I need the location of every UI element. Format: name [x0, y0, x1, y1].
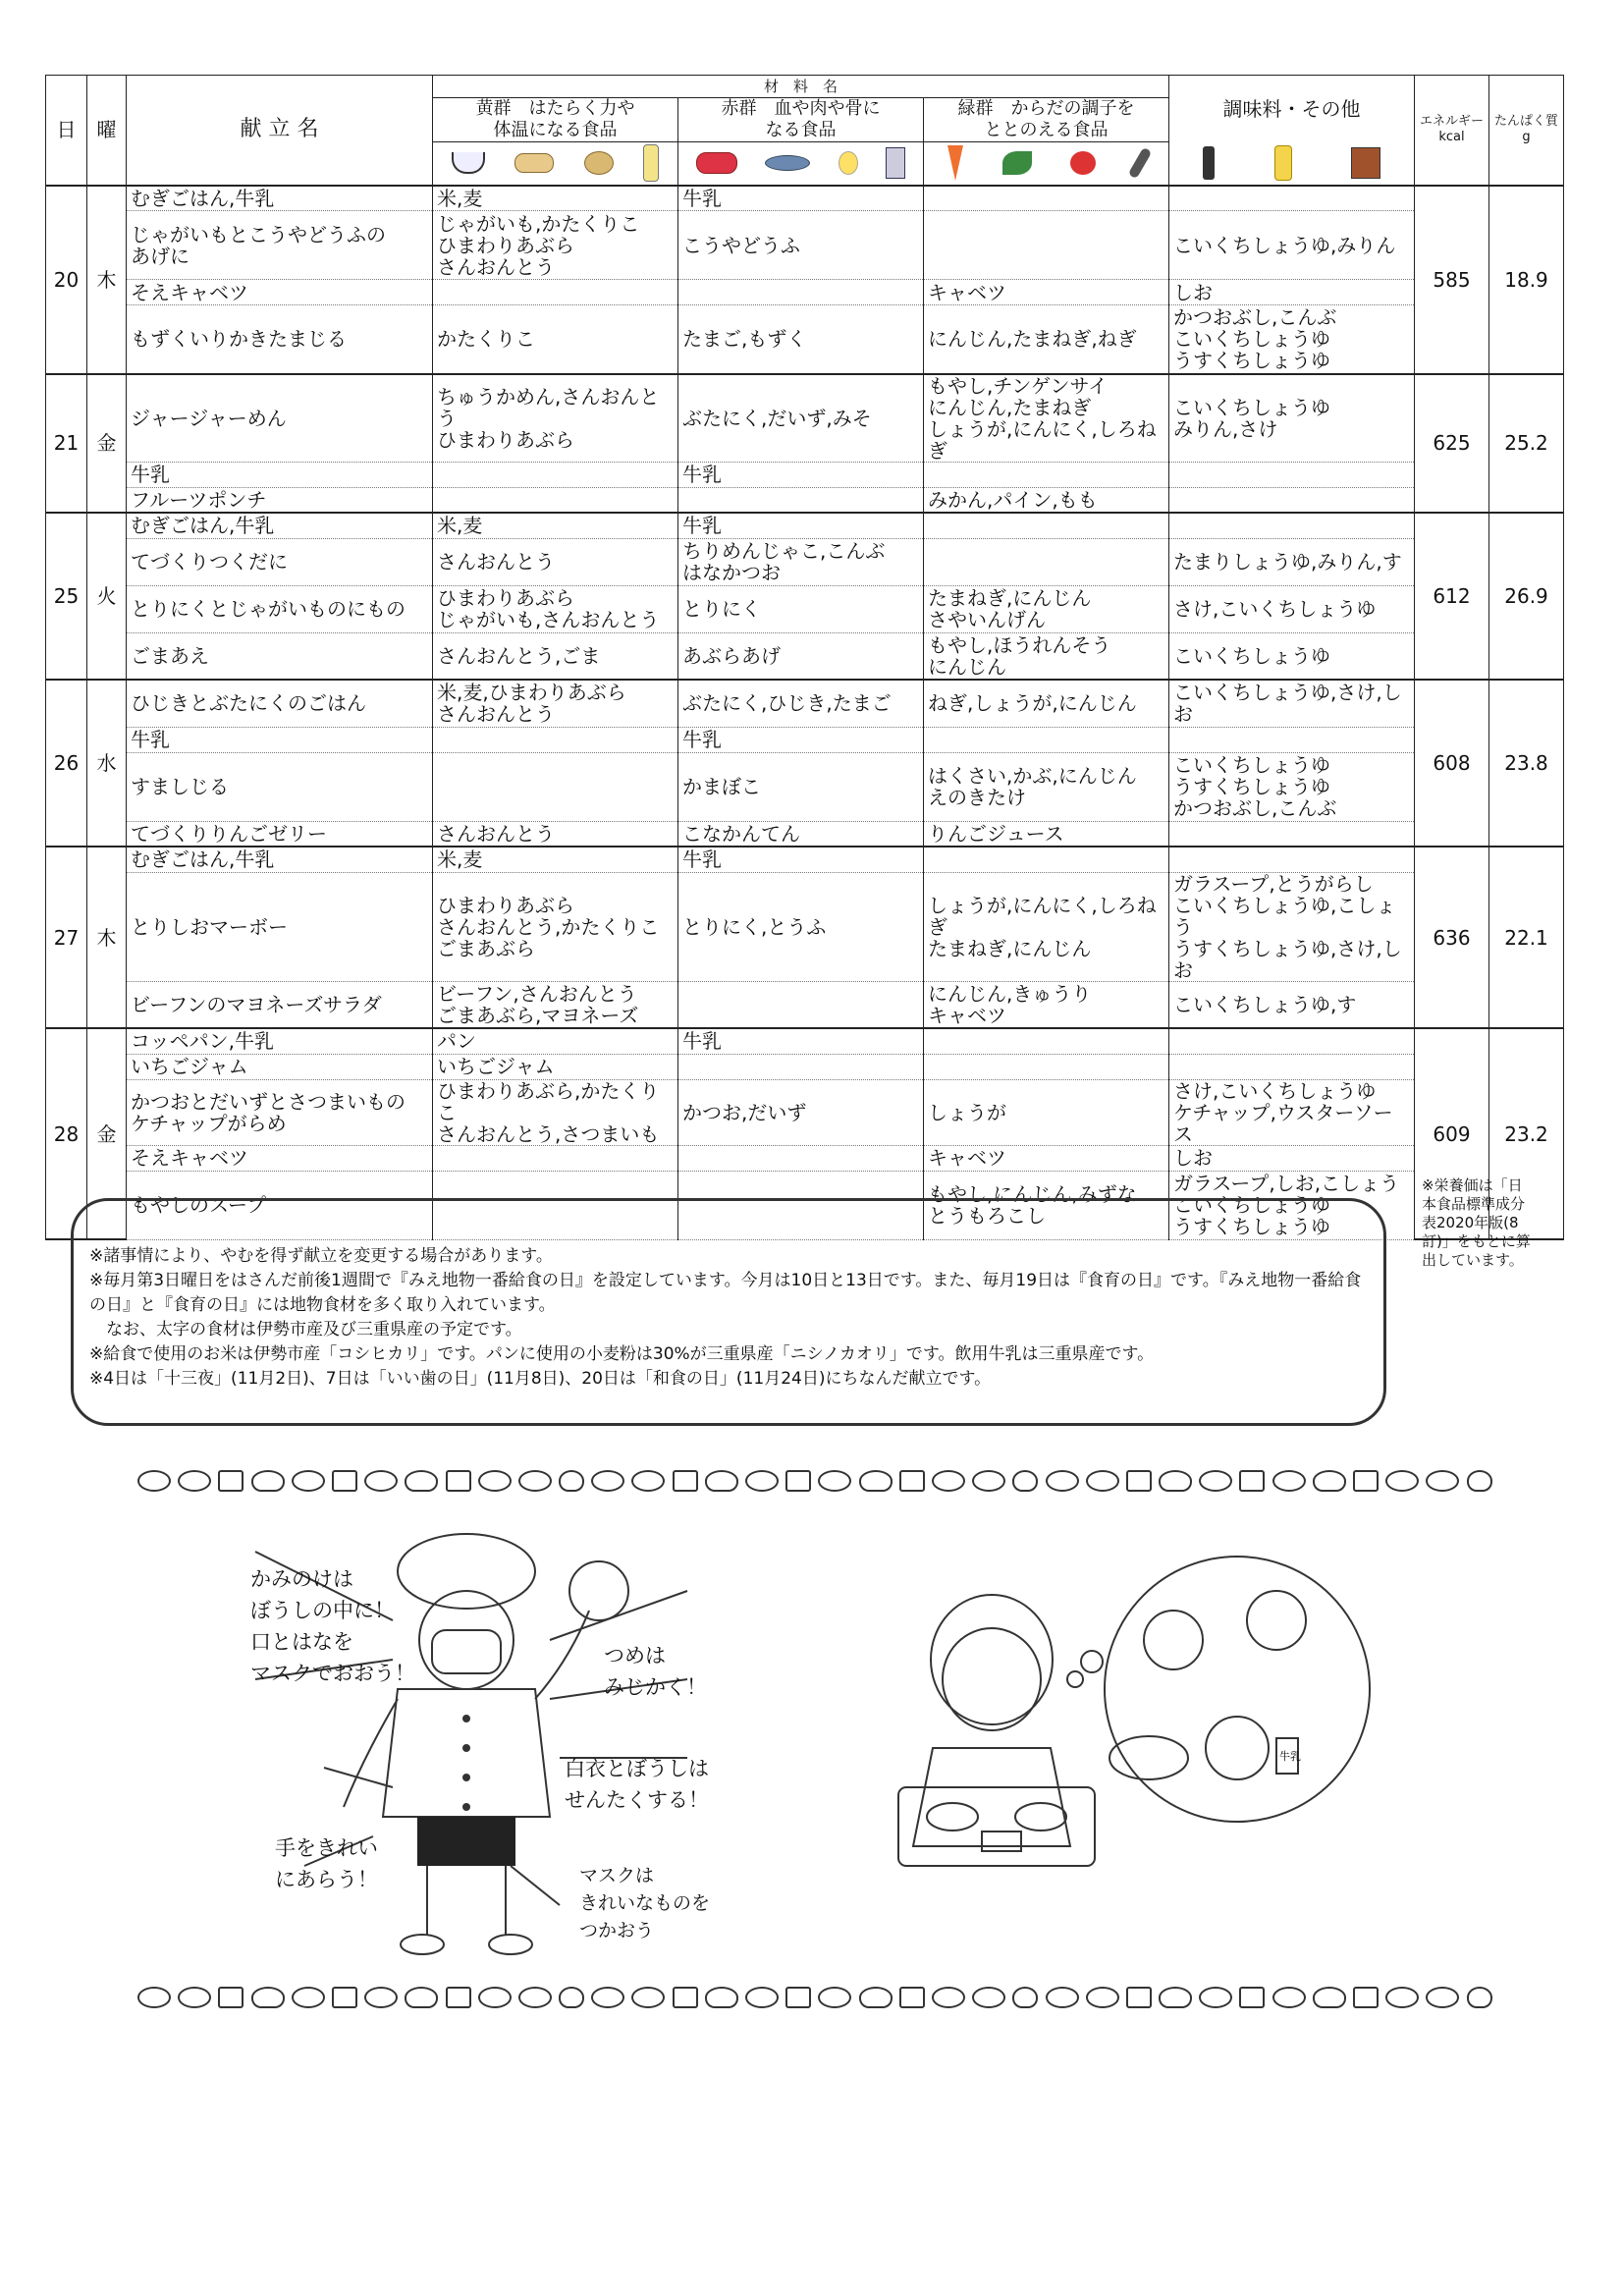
food-icon	[1313, 1470, 1346, 1492]
food-icon	[292, 1987, 325, 2008]
food-icon	[1086, 1470, 1119, 1492]
red-cell	[678, 487, 924, 513]
food-icon	[932, 1470, 965, 1492]
food-icon	[518, 1987, 552, 2008]
green-cell	[924, 513, 1169, 538]
table-row	[46, 487, 1564, 513]
menu-cell: てづくりつくだに	[127, 538, 433, 585]
label-hands: 手をきれい にあらう！	[275, 1836, 378, 1891]
food-icon	[559, 1987, 584, 2008]
day-cell: 26	[46, 680, 87, 847]
header-weekday: 曜	[87, 76, 127, 186]
girl-figure	[913, 1595, 1070, 1846]
milk-label: 牛乳	[1279, 1750, 1301, 1763]
green-icons	[924, 142, 1169, 186]
green-cell: キャベツ	[924, 1145, 1169, 1171]
food-icon	[972, 1987, 1005, 2008]
seasoning-cell	[1169, 186, 1415, 211]
table-row	[46, 186, 1564, 211]
table-row	[46, 847, 1564, 872]
yellow-cell: いちごジャム	[433, 1054, 678, 1079]
seasoning-cell	[1169, 462, 1415, 487]
cow	[1109, 1736, 1188, 1779]
food-icon	[705, 1987, 738, 2008]
red-cell: ぶたにく,ひじき,たまご	[678, 680, 924, 727]
table-row	[46, 632, 1564, 680]
weekday-cell: 火	[87, 513, 127, 680]
nail-circle	[569, 1561, 628, 1620]
green-cell	[924, 538, 1169, 585]
green-cell: はくさい,かぶ,にんじん えのきたけ	[924, 752, 1169, 821]
food-icon	[745, 1987, 779, 2008]
energy-cell: 625	[1415, 374, 1489, 514]
food-border-bottom	[137, 1978, 1492, 2017]
table-row	[46, 752, 1564, 821]
food-icon	[218, 1987, 243, 2008]
menu-cell: ごまあえ	[127, 632, 433, 680]
red-cell: とりにく,とうふ	[678, 872, 924, 981]
red-cell: こうやどうふ	[678, 211, 924, 280]
label-coat: 白衣とぼうしは せんたくする！	[565, 1757, 709, 1812]
table-row	[46, 1145, 1564, 1171]
seasoning-icons	[1169, 142, 1415, 186]
note-2: ※毎月第3日曜日をはさんだ前後1週間で『みえ地物一番給食の日』を設定しています。今月は10日と13日です。また、毎月19日は『食育の日』です。『みえ地物一番給食の日』と『食育の日』には地物食材を多く取り入れています。	[89, 1271, 1362, 1315]
pepper-icon	[1128, 147, 1153, 180]
food-icon	[1159, 1987, 1192, 2008]
table-row	[46, 513, 1564, 538]
day-cell: 25	[46, 513, 87, 680]
green-cell	[924, 186, 1169, 211]
seasoning-cell: こいくちしょうゆ,みりん	[1169, 211, 1415, 280]
red-cell: かまぼこ	[678, 752, 924, 821]
food-icon	[178, 1987, 211, 2008]
yellow-cell: パン	[433, 1028, 678, 1054]
menu-table	[45, 75, 1564, 1240]
header-menu: 献 立 名	[127, 76, 433, 186]
table-row	[46, 821, 1564, 847]
seasoning-cell	[1169, 821, 1415, 847]
soy-sauce-icon	[1203, 146, 1215, 180]
seasoning-cell	[1169, 1028, 1415, 1054]
red-cell: ぶたにく,だいず,みそ	[678, 374, 924, 463]
day-cell: 27	[46, 847, 87, 1028]
red-cell: かつお,だいず	[678, 1079, 924, 1145]
header-seasoning: 調味料・その他	[1169, 76, 1415, 142]
red-icons	[678, 142, 924, 186]
food-icon	[518, 1470, 552, 1492]
energy-cell: 609	[1415, 1028, 1489, 1239]
food-icon	[1126, 1470, 1152, 1492]
green-cell: りんごジュース	[924, 821, 1169, 847]
header-red: 赤群 血や肉や骨に なる食品	[678, 98, 924, 142]
food-icon	[1353, 1470, 1379, 1492]
mayonnaise-icon	[1274, 145, 1292, 181]
green-cell: しょうが	[924, 1079, 1169, 1145]
food-icon	[1012, 1470, 1038, 1492]
protein-cell: 23.2	[1489, 1028, 1564, 1239]
food-icon	[1159, 1470, 1192, 1492]
thought-bubble	[1105, 1557, 1370, 1822]
menu-cell: じゃがいもとこうやどうふの あげに	[127, 211, 433, 280]
table-row	[46, 462, 1564, 487]
menu-cell: むぎごはん,牛乳	[127, 847, 433, 872]
table-row	[46, 981, 1564, 1028]
green-cell: しょうが,にんにく,しろねぎ たまねぎ,にんじん	[924, 872, 1169, 981]
seasoning-cell: さけ,こいくちしょうゆ	[1169, 585, 1415, 632]
food-icon	[859, 1987, 893, 2008]
day-cell: 28	[46, 1028, 87, 1239]
green-cell	[924, 727, 1169, 752]
food-icon	[364, 1470, 398, 1492]
note-3: なお、太字の食材は伊勢市産及び三重県産の予定です。	[89, 1320, 522, 1339]
seasoning-cell: ガラスープ,とうがらし こいくちしょうゆ,こしょう うすくちしょうゆ,さけ,しお	[1169, 872, 1415, 981]
food-icon	[1046, 1470, 1079, 1492]
protein-cell: 26.9	[1489, 513, 1564, 680]
table-row	[46, 1028, 1564, 1054]
food-icon	[972, 1470, 1005, 1492]
food-icon	[818, 1470, 851, 1492]
tomato-icon	[1070, 151, 1096, 175]
yellow-cell: 米,麦	[433, 847, 678, 872]
oil-bottle-icon	[643, 144, 659, 182]
food-icon	[631, 1987, 665, 2008]
energy-cell: 636	[1415, 847, 1489, 1028]
menu-cell: むぎごはん,牛乳	[127, 186, 433, 211]
table-row	[46, 374, 1564, 463]
weekday-cell: 金	[87, 1028, 127, 1239]
protein-cell: 25.2	[1489, 374, 1564, 514]
red-cell: 牛乳	[678, 1028, 924, 1054]
food-icon	[332, 1470, 357, 1492]
table-row	[46, 538, 1564, 585]
food-icon	[218, 1470, 243, 1492]
food-icon	[1272, 1987, 1306, 2008]
green-cell: ねぎ,しょうが,にんじん	[924, 680, 1169, 727]
seasoning-cell	[1169, 487, 1415, 513]
seasoning-can-icon	[1351, 147, 1380, 179]
yellow-cell: ちゅうかめん,さんおんとう ひまわりあぶら	[433, 374, 678, 463]
food-icon	[137, 1470, 171, 1492]
menu-cell: ひじきとぶたにくのごはん	[127, 680, 433, 727]
table-row	[46, 1054, 1564, 1079]
food-icon	[673, 1987, 698, 2008]
green-cell: みかん,パイン,もも	[924, 487, 1169, 513]
food-icon	[364, 1987, 398, 2008]
rice-icon	[452, 152, 485, 174]
carrot-icon	[947, 145, 963, 181]
green-cell: たまねぎ,にんじん さやいんげん	[924, 585, 1169, 632]
food-icon	[405, 1470, 438, 1492]
seasoning-cell: かつおぶし,こんぶ こいくちしょうゆ うすくちしょうゆ	[1169, 305, 1415, 374]
food-icon	[446, 1470, 471, 1492]
menu-cell: とりしおマーボー	[127, 872, 433, 981]
food-icon	[1046, 1987, 1079, 2008]
food-icon	[932, 1987, 965, 2008]
header-green: 緑群 からだの調子を ととのえる食品	[924, 98, 1169, 142]
reference-note: ※栄養価は「日本食品標準成分表2020年版(8訂)」をもとに算出しています。	[1422, 1176, 1531, 1269]
table-row	[46, 305, 1564, 374]
food-icon	[251, 1987, 285, 2008]
menu-cell: そえキャベツ	[127, 1145, 433, 1171]
menu-cell: 牛乳	[127, 727, 433, 752]
food-icon	[478, 1470, 512, 1492]
weekday-cell: 金	[87, 374, 127, 514]
seasoning-cell	[1169, 727, 1415, 752]
food-icon	[137, 1987, 171, 2008]
menu-cell: もずくいりかきたまじる	[127, 305, 433, 374]
menu-cell: てづくりりんごゼリー	[127, 821, 433, 847]
energy-cell: 612	[1415, 513, 1489, 680]
food-icon	[745, 1470, 779, 1492]
red-cell: あぶらあげ	[678, 632, 924, 680]
seasoning-cell: たまりしょうゆ,みりん,す	[1169, 538, 1415, 585]
meat-icon	[696, 152, 737, 174]
green-cell	[924, 1054, 1169, 1079]
food-icon	[899, 1987, 925, 2008]
food-icon	[478, 1987, 512, 2008]
food-icon	[818, 1987, 851, 2008]
label-hair: かみのけは ぼうしの中に！ 口とはなを マスクでおおう！	[250, 1567, 415, 1685]
yellow-icons	[433, 142, 678, 186]
food-icon	[1126, 1987, 1152, 2008]
food-icon	[1239, 1470, 1265, 1492]
red-cell	[678, 1145, 924, 1171]
green-cell: にんじん,きゅうり キャベツ	[924, 981, 1169, 1028]
note-4: ※給食で使用のお米は伊勢市産「コシヒカリ」です。パンに使用の小麦粉は30%が三重県産「ニシノカオリ」です。飲用牛乳は三重県産です。	[89, 1344, 1155, 1364]
yellow-cell: さんおんとう	[433, 538, 678, 585]
food-border-top	[137, 1461, 1492, 1501]
menu-body	[46, 186, 1564, 1240]
yellow-cell	[433, 1145, 678, 1171]
table-row	[46, 872, 1564, 981]
yellow-cell: 米,麦	[433, 513, 678, 538]
yellow-cell: 米,麦	[433, 186, 678, 211]
notes-box	[71, 1198, 1386, 1426]
seasoning-cell	[1169, 847, 1415, 872]
food-icon	[859, 1470, 893, 1492]
yellow-cell: ひまわりあぶら じゃがいも,さんおんとう	[433, 585, 678, 632]
red-cell: 牛乳	[678, 727, 924, 752]
yellow-cell	[433, 280, 678, 305]
potato-icon	[584, 151, 614, 175]
food-icon	[251, 1470, 285, 1492]
food-icon	[591, 1987, 624, 2008]
menu-cell: もやしのスープ	[127, 1171, 433, 1239]
food-icon	[631, 1470, 665, 1492]
red-cell	[678, 280, 924, 305]
food-icon	[1467, 1987, 1492, 2008]
menu-cell: コッペパン,牛乳	[127, 1028, 433, 1054]
food-icon	[1313, 1987, 1346, 2008]
label-mask: マスクは きれいなものを つかおう	[579, 1865, 711, 1941]
menu-cell: 牛乳	[127, 462, 433, 487]
green-cell: もやし,チンゲンサイ にんじん,たまねぎ しょうが,にんにく,しろねぎ	[924, 374, 1169, 463]
header-day: 日	[46, 76, 87, 186]
food-icon	[405, 1987, 438, 2008]
menu-cell: ジャージャーめん	[127, 374, 433, 463]
food-icon	[591, 1470, 624, 1492]
yellow-cell: ビーフン,さんおんとう ごまあぶら,マヨネーズ	[433, 981, 678, 1028]
food-icon	[1353, 1987, 1379, 2008]
protein-cell: 18.9	[1489, 186, 1564, 374]
table-row	[46, 1079, 1564, 1145]
food-icon	[559, 1470, 584, 1492]
yellow-cell	[433, 462, 678, 487]
menu-cell: ビーフンのマヨネーズサラダ	[127, 981, 433, 1028]
food-icon	[785, 1987, 811, 2008]
red-cell	[678, 1054, 924, 1079]
yellow-cell: かたくりこ	[433, 305, 678, 374]
menu-cell: フルーツポンチ	[127, 487, 433, 513]
seasoning-cell	[1169, 513, 1415, 538]
food-icon	[1199, 1470, 1232, 1492]
seasoning-cell	[1169, 1054, 1415, 1079]
menu-cell: むぎごはん,牛乳	[127, 513, 433, 538]
food-icon	[1426, 1987, 1459, 2008]
note-1: ※諸事情により、やむを得ず献立を変更する場合があります。	[89, 1246, 553, 1266]
day-cell: 20	[46, 186, 87, 374]
menu-cell: とりにくとじゃがいものにもの	[127, 585, 433, 632]
green-cell	[924, 1028, 1169, 1054]
green-cell: もやし,にんじん,みずな とうもろこし	[924, 1171, 1169, 1239]
bread-icon	[514, 153, 554, 173]
red-cell: ちりめんじゃこ,こんぶ はなかつお	[678, 538, 924, 585]
milk-icon	[886, 147, 905, 179]
menu-cell: いちごジャム	[127, 1054, 433, 1079]
food-icon	[292, 1470, 325, 1492]
yellow-cell: さんおんとう,ごま	[433, 632, 678, 680]
header-protein: たんぱく質 g	[1489, 76, 1564, 186]
egg-icon	[839, 151, 858, 175]
food-icon	[1272, 1470, 1306, 1492]
seasoning-cell: ガラスープ,しお,こしょう こいくちしょうゆ うすくちしょうゆ	[1169, 1171, 1415, 1239]
food-icon	[1086, 1987, 1119, 2008]
energy-cell: 608	[1415, 680, 1489, 847]
seasoning-cell: こいくちしょうゆ,す	[1169, 981, 1415, 1028]
header-energy: エネルギー kcal	[1415, 76, 1489, 186]
food-icon	[1467, 1470, 1492, 1492]
seasoning-cell: さけ,こいくちしょうゆ ケチャップ,ウスターソース	[1169, 1079, 1415, 1145]
food-icon	[673, 1470, 698, 1492]
seasoning-cell: こいくちしょうゆ,さけ,しお	[1169, 680, 1415, 727]
food-icon	[446, 1987, 471, 2008]
day-cell: 21	[46, 374, 87, 514]
weekday-cell: 水	[87, 680, 127, 847]
green-cell: キャベツ	[924, 280, 1169, 305]
food-icon	[1199, 1987, 1232, 2008]
note-5: ※4日は「十三夜」(11月2日)、7日は「いい歯の日」(11月8日)、20日は「和食の日」(11月24日)にちなんだ献立です。	[89, 1369, 992, 1389]
table-row	[46, 727, 1564, 752]
energy-cell: 585	[1415, 186, 1489, 374]
table-row	[46, 585, 1564, 632]
table-row	[46, 211, 1564, 280]
red-cell: 牛乳	[678, 847, 924, 872]
green-cell	[924, 847, 1169, 872]
food-icon	[705, 1470, 738, 1492]
label-nails: つめは みじかく！	[604, 1644, 707, 1699]
red-cell: たまご,もずく	[678, 305, 924, 374]
seasoning-cell: こいくちしょうゆ みりん,さけ	[1169, 374, 1415, 463]
yellow-cell	[433, 727, 678, 752]
food-icon	[1385, 1470, 1419, 1492]
menu-cell: かつおとだいずとさつまいもの ケチャップがらめ	[127, 1079, 433, 1145]
weekday-cell: 木	[87, 186, 127, 374]
spinach-icon	[1002, 151, 1032, 175]
table-row	[46, 280, 1564, 305]
seasoning-cell: こいくちしょうゆ	[1169, 632, 1415, 680]
menu-cell: すましじる	[127, 752, 433, 821]
green-cell	[924, 462, 1169, 487]
protein-cell: 22.1	[1489, 847, 1564, 1028]
seasoning-cell: しお	[1169, 1145, 1415, 1171]
yellow-cell: さんおんとう	[433, 821, 678, 847]
food-icon	[899, 1470, 925, 1492]
fish-icon	[765, 155, 810, 171]
red-cell: こなかんてん	[678, 821, 924, 847]
seasoning-cell: こいくちしょうゆ うすくちしょうゆ かつおぶし,こんぶ	[1169, 752, 1415, 821]
header-yellow: 黄群 はたらく力や 体温になる食品	[433, 98, 678, 142]
green-cell: にんじん,たまねぎ,ねぎ	[924, 305, 1169, 374]
yellow-cell: ひまわりあぶら,かたくりこ さんおんとう,さつまいも	[433, 1079, 678, 1145]
green-cell: もやし,ほうれんそう にんじん	[924, 632, 1169, 680]
yellow-cell: じゃがいも,かたくりこ ひまわりあぶら さんおんとう	[433, 211, 678, 280]
seasoning-cell: しお	[1169, 280, 1415, 305]
food-icon	[785, 1470, 811, 1492]
protein-cell: 23.8	[1489, 680, 1564, 847]
header-ingredients: 材 料 名	[433, 76, 1169, 98]
food-icon	[1012, 1987, 1038, 2008]
weekday-cell: 木	[87, 847, 127, 1028]
red-cell: とりにく	[678, 585, 924, 632]
menu-cell: そえキャベツ	[127, 280, 433, 305]
food-icon	[1385, 1987, 1419, 2008]
yellow-cell: 米,麦,ひまわりあぶら さんおんとう	[433, 680, 678, 727]
food-icon	[332, 1987, 357, 2008]
yellow-cell	[433, 487, 678, 513]
green-cell	[924, 211, 1169, 280]
yellow-cell	[433, 752, 678, 821]
food-icon	[1426, 1470, 1459, 1492]
red-cell: 牛乳	[678, 186, 924, 211]
red-cell	[678, 981, 924, 1028]
food-icon	[178, 1470, 211, 1492]
table-row	[46, 680, 1564, 727]
red-cell: 牛乳	[678, 513, 924, 538]
yellow-cell: ひまわりあぶら さんおんとう,かたくりこ ごまあぶら	[433, 872, 678, 981]
food-icon	[1239, 1987, 1265, 2008]
red-cell: 牛乳	[678, 462, 924, 487]
mealtime-illustration	[884, 1552, 1394, 1886]
